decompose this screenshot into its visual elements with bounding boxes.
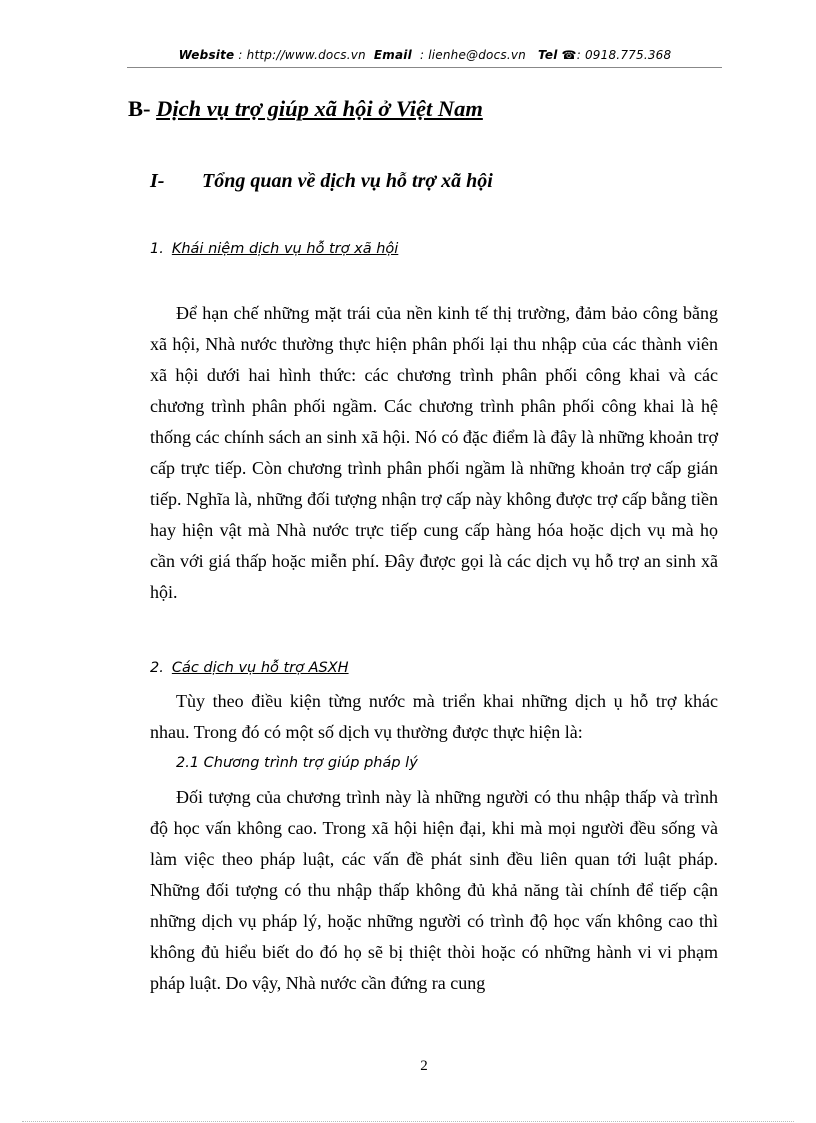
paragraph-2: Tùy theo điều kiện từng nước mà triển khai những dịch ụ hỗ trợ khác nhau. Trong đó có một số dịch vụ thường được thực hiện là: (150, 691, 718, 742)
subsection-2-number: 2. (150, 660, 164, 676)
subsection-2-heading (150, 660, 349, 676)
section-b-heading (128, 96, 483, 122)
page-number: 2 (420, 1058, 428, 1074)
subsection-1-heading (150, 241, 398, 257)
tel-label: Tel (538, 48, 558, 62)
subsection-1-number: 1. (150, 241, 164, 257)
paragraph-1: Để hạn chế những mặt trái của nền kinh tế thị trường, đảm bảo công bằng xã hội, Nhà nước thường thực hiện phân phối lại thu nhập của các thành viên xã hội dưới hai hình thức: các chương trình phân phối công khai và các chương trình phân phối ngầm. Các chương trình phân phối công khai là hệ thống các chính sách an sinh xã hội. Nó có đặc điểm là đây là những khoản trợ cấp trực tiếp. Còn chương trình phân phối ngầm là những khoản trợ cấp gián tiếp. Nghĩa là, những đối tượng nhận trợ cấp này không được trợ cấp bằng tiền hay hiện vật mà Nhà nước trực tiếp cung cấp hàng hóa hoặc dịch vụ mà họ cần với giá thấp hoặc miễn phí. Đây được gọi là các dịch vụ hỗ trợ an sinh xã hội. (150, 303, 718, 602)
subsection-1-title: Khái niệm dịch vụ hỗ trợ xã hội (171, 241, 399, 257)
section-b-title: Dịch vụ trợ giúp xã hội ở Việt Nam (156, 96, 483, 121)
section-i-number: I- (150, 170, 165, 192)
telephone-icon: ☎ (561, 48, 577, 62)
header-divider (127, 67, 722, 68)
email-label: Email (373, 48, 412, 62)
subsection-2-1-heading: 2.1 Chương trình trợ giúp pháp lý (176, 755, 418, 771)
section-i-title: Tổng quan về dịch vụ hỗ trợ xã hội (202, 170, 493, 192)
email-value: : lienhe@docs.vn (419, 48, 526, 62)
website-label: Website (178, 48, 235, 62)
tel-value: : 0918.775.368 (576, 48, 672, 62)
page-bottom-edge (22, 1121, 794, 1122)
section-b-number: B- (128, 96, 151, 121)
website-value: : http://www.docs.vn (238, 48, 366, 62)
section-i-heading (150, 170, 493, 193)
subsection-2-title: Các dịch vụ hỗ trợ ASXH (171, 660, 349, 676)
paragraph-3: Đối tượng của chương trình này là những người có thu nhập thấp và trình độ học vấn không cao. Trong xã hội hiện đại, khi mà mọi người đều sống và làm việc theo pháp luật, các vấn đề phát sinh đều liên quan tới luật pháp. Những đối tượng có thu nhập thấp không đủ khả năng tài chính để tiếp cận những dịch vụ pháp lý, hoặc những người có trình độ học vấn không cao thì không đủ hiểu biết do đó họ sẽ bị thiệt thòi hoặc có những hành vi vi phạm pháp luật. Do vậy, Nhà nước cần đứng ra cung (150, 787, 718, 993)
page-header (128, 48, 722, 62)
